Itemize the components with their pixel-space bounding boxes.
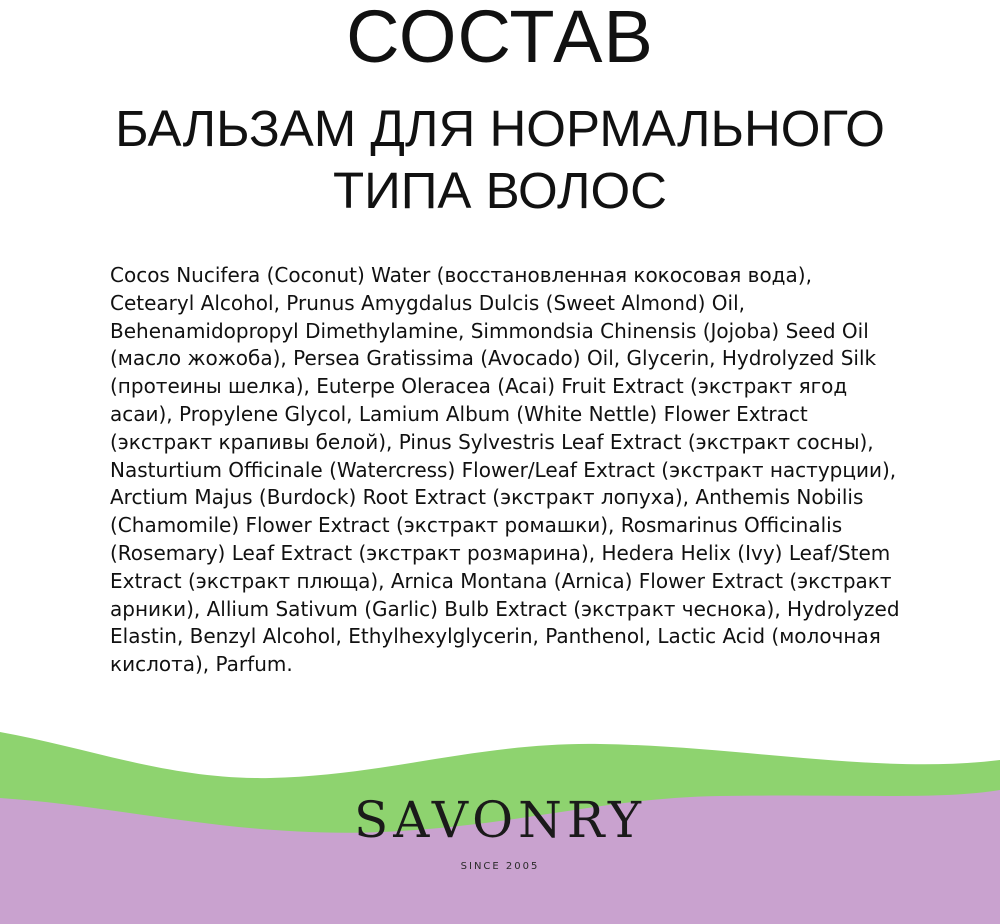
subtitle-line-1: БАЛЬЗАМ ДЛЯ НОРМАЛЬНОГО (115, 100, 885, 157)
page-title: СОСТАВ (346, 0, 654, 78)
brand-tagline: SINCE 2005 (460, 861, 540, 872)
product-subtitle (0, 98, 1000, 222)
subtitle-line-2: ТИПА ВОЛОС (332, 162, 668, 219)
ingredients-list: Cocos Nucifera (Coconut) Water (восстановленная кокосовая вода), Cetearyl Alcohol, Prunus Amygdalus Dulcis (Sweet Almond) Oil, Behenamidopropyl Dimethylamine, Simmondsia Chinensis (Jojoba) Seed Oil (масло жожоба), Persea Gratissima (Avocado) Oil, Glycerin, Hydrolyzed Silk (протеины шелка), Euterpe Oleracea (Acai) Fruit Extract (экстракт ягод асаи), Propylene Glycol, Lamium Album (White Nettle) Flower Extract (экстракт крапивы белой), Pinus Sylvestris Leaf Extract (экстракт сосны), Nasturtium Officinale (Watercress) Flower/Leaf Extract (экстракт настурции), Arctium Majus (Burdock) Root Extract (экстракт лопуха), Anthemis Nobilis (Chamomile) Flower Extract (экстракт ромашки), Rosmarinus Officinalis (Rosemary) Leaf Extract (экстракт розмарина), Hedera Helix (Ivy) Leaf/Stem Extract (экстракт плюща), Arnica Montana (Arnica) Flower Extract (экстракт арники), Allium Sativum (Garlic) Bulb Extract (экстракт чеснока), Hydrolyzed Elastin, Benzyl Alcohol, Ethylhexylglycerin, Panthenol, Lactic Acid (молочная кислота), Parfum. (110, 263, 900, 677)
brand-logo: SAVONRY (354, 791, 646, 849)
